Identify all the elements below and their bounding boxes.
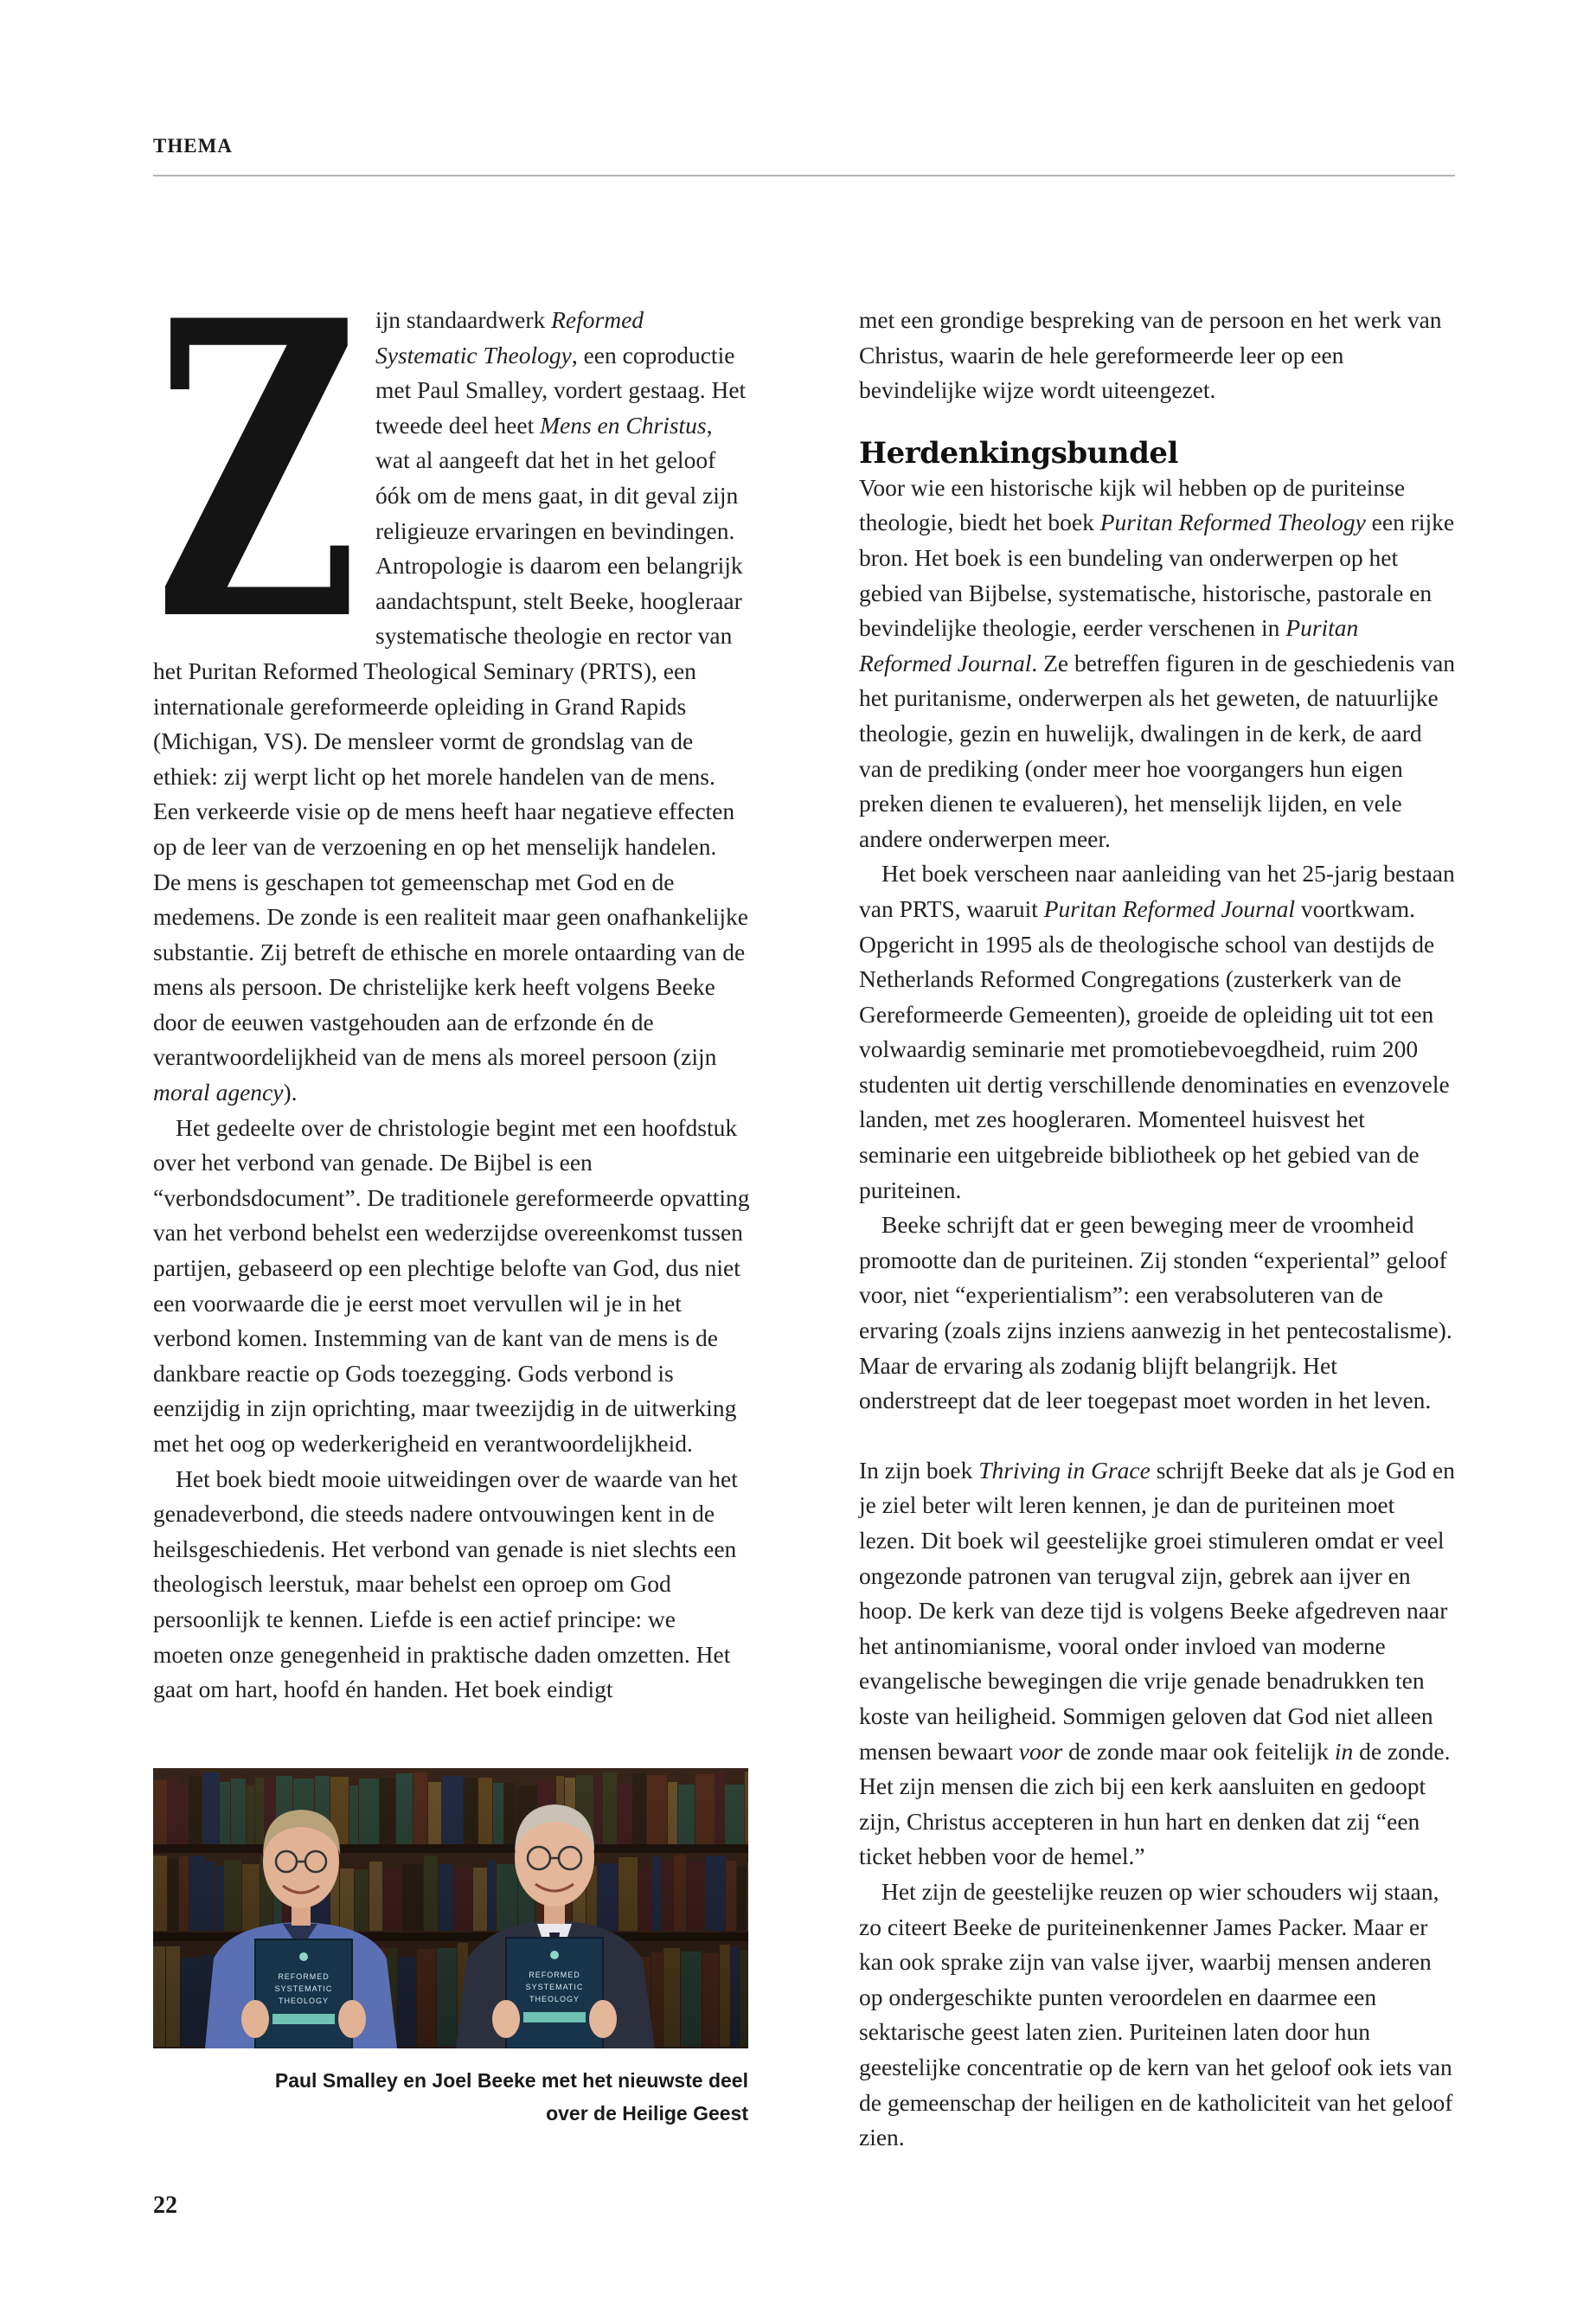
text-run: een rijke bron. Het boek is een bundeling van onderwerpen op het gebied van Bijbelse, systematische, historische, pastorale en bevindelijke theologie, eerder verschenen in <box>859 509 1455 642</box>
right-paragraph-2 <box>859 856 1456 1208</box>
italic-text: Puritan Reformed Journal <box>1043 894 1295 922</box>
photo-caption <box>153 2064 748 2130</box>
text-run: de zonde maar ook feitelijk <box>1062 1737 1335 1765</box>
page-header <box>153 135 1455 176</box>
text-run: Voor wie een historische kijk wil hebben op de puriteinse theologie, biedt het boek <box>859 473 1406 536</box>
left-paragraph-2 <box>153 1111 750 1462</box>
right-paragraph-3 <box>859 1208 1456 1419</box>
book-right <box>492 1938 617 2048</box>
italic-text: Mens en Christus <box>540 411 707 439</box>
italic-text: Reformed Systematic Theology <box>375 306 644 369</box>
text-run: Het zijn de geestelijke reuzen op wier schouders wij staan, zo citeert Beeke de puriteinenkenner James Packer. Maar er kan ook sprake zijn van valse ijver, waarbij mensen anderen op ondergeschikte punten veroordelen en daarmee een sektarische geest laten zien. Puriteinen laten door hun geestelijke concentratie op de kern van het geloof ook iets van de gemeenschap der heiligen en de katholiciteit van het geloof zien. <box>859 1877 1453 2151</box>
text-run: Beeke schrijft dat er geen beweging meer de vroomheid promootte dan de puriteinen. Zij stonden “experiental” geloof voor, niet “experientialism”: een verabsoluteren van de ervaring (zoals zijns inziens aanwezig in het pentecostalisme). Maar de ervaring als zodanig blijft belangrijk. Het onderstreept dat de leer toegepast moet worden in het leven. <box>859 1211 1452 1414</box>
italic-text: voor <box>1018 1737 1063 1765</box>
italic-text: Puritan Reformed Theology <box>1099 509 1366 536</box>
right-intro-paragraph <box>859 303 1456 408</box>
page-number: 22 <box>153 2192 177 2219</box>
book-left-line-1: REFORMED <box>278 1972 330 1981</box>
text-run: voortkwam. Opgericht in 1995 als de theologische school van destijds de Netherlands Reformed Congregations (zusterkerk van de Gereformeerde Gemeenten), groeide de opleiding uit tot een volwaardig seminarie met promotiebevoegdheid, ruim 200 studenten uit dertig verschillende denominaties en evenzovele landen, met zes hoogleraren. Momenteel huisvest het seminarie een uitgebreide bibliotheek op het gebied van de puriteinen. <box>859 894 1450 1203</box>
text-run: In zijn boek <box>859 1456 979 1484</box>
right-paragraph-1 <box>859 471 1456 857</box>
italic-text: in <box>1334 1737 1354 1765</box>
italic-text: moral agency <box>153 1079 284 1106</box>
italic-text: Thriving in Grace <box>978 1456 1151 1484</box>
book-left-line-2: SYSTEMATIC <box>274 1984 333 1993</box>
book-right-line-1: REFORMED <box>529 1971 580 1979</box>
text-run: schrijft Beeke dat als je God en je ziel beter wilt leren kennen, je dan de puriteinen moet lezen. Dit boek wil geestelijke groei stimuleren omdat er veel ongezonde patronen van terugval zijn, gebrek aan ijver en hoop. De kerk van deze tijd is volgens Beeke afgedreven naar het antinomianisme, vooral onder invloed van moderne evangelische bewegingen die vrije genade benadrukken ten koste van heiligheid. Sommigen geloven dat God niet alleen mensen bewaart <box>859 1456 1455 1765</box>
book-right-line-2: SYSTEMATIC <box>525 1983 584 1991</box>
subheading: Herdenkingsbundel <box>859 435 1178 471</box>
caption-line-1: Paul Smalley en Joel Beeke met het nieuwste deel <box>274 2069 748 2092</box>
photo-authors <box>153 1768 748 2048</box>
right-paragraph-4 <box>859 1453 1456 1875</box>
dropcap <box>151 310 363 619</box>
text-run: met een grondige bespreking van de persoon en het werk van Christus, waarin de hele gereformeerde leer op een bevindelijke wijze wordt uiteengezet. <box>859 306 1442 404</box>
text-run: Het boek biedt mooie uitweidingen over de waarde van het genadeverbond, die steeds nadere ontvouwingen kent in de heilsgeschiedenis. Het verbond van genade is niet slechts een theologisch leerstuk, maar behelst een oproep om God persoonlijk te kennen. Liefde is een actief principe: we moeten onze genegenheid in praktische daden omzetten. Het gaat om hart, hoofd én handen. Het boek eindigt <box>153 1465 738 1703</box>
caption-line-2: over de Heilige Geest <box>546 2102 748 2125</box>
text-run: ). <box>283 1079 298 1106</box>
dropcap-letter: Z <box>155 310 359 619</box>
book-left-line-3: THEOLOGY <box>278 1997 330 2005</box>
left-column <box>153 303 750 1708</box>
section-label: THEMA <box>153 135 233 157</box>
left-paragraph-3 <box>153 1462 750 1708</box>
text-run: , wat al aangeeft dat het in het geloof óók om de mens gaat, in dit geval zijn religieuze ervaringen en bevindingen. Antropologie is daarom een belangrijk aandachtspunt, stelt Beeke, hoogleraar systematische theologie en rector van het Puritan Reformed Theological Seminary (PRTS), een internationale gereformeerde opleiding in Grand Rapids (Michigan, VS). De mensleer vormt de grondslag van de ethiek: zij werpt licht op het morele handelen van de mens. Een verkeerde visie op de mens heeft haar negatieve effecten op de leer van de verzoening en op het menselijk handelen. De mens is geschapen tot gemeenschap met God en de medemens. De zonde is een realiteit maar geen onafhankelijke substantie. Zij betreft de ethische en morele ontaarding van de mens als persoon. De christelijke kerk heeft volgens Beeke door de eeuwen vastgehouden aan de erfzonde én de verantwoordelijkheid van de mens als moreel persoon (zijn <box>153 411 748 1071</box>
text-run: de zonde. Het zijn mensen die zich bij een kerk aansluiten en gedoopt zijn, Christus accepteren in hun hart en denken dat zij “een ticket hebben voor de hemel.” <box>859 1737 1451 1870</box>
book-right-line-3: THEOLOGY <box>529 1995 580 2003</box>
text-run: Het boek verscheen naar aanleiding van het 25-jarig bestaan van PRTS, waaruit <box>859 860 1455 922</box>
right-column <box>859 303 1456 2156</box>
text-run: . Ze betreffen figuren in de geschiedenis van het puritanisme, onderwerpen als het geweten, de natuurlijke theologie, gezin en huwelijk, dwalingen in de kerk, de aard van de prediking (onder meer hoe voorgangers hun eigen preken dienen te evalueren), het menselijk lijden, en vele andere onderwerpen meer. <box>859 649 1456 852</box>
text-run: ijn standaardwerk <box>375 306 552 333</box>
text-run: , een coproductie met Paul Smalley, vordert gestaag. Het tweede deel heet <box>375 341 747 439</box>
right-paragraph-5 <box>859 1875 1456 2156</box>
italic-text: Puritan Reformed Journal <box>859 614 1359 676</box>
text-run: Het gedeelte over de christologie begint met een hoofdstuk over het verbond van genade. De Bijbel is een “verbondsdocument”. De traditionele gereformeerde opvatting van het verbond behelst een wederzijdse overeenkomst tussen partijen, gebaseerd op een plechtige belofte van God, dus niet een voorwaarde die je eerst moet vervullen wil je in het verbond komen. Instemming van de kant van de mens is de dankbare reactie op Gods toezegging. Gods verbond is eenzijdig in zijn oprichting, maar tweezijdig in de uitwerking met het oog op wederkerigheid en verantwoordelijkheid. <box>153 1113 750 1457</box>
book-left <box>241 1939 366 2048</box>
